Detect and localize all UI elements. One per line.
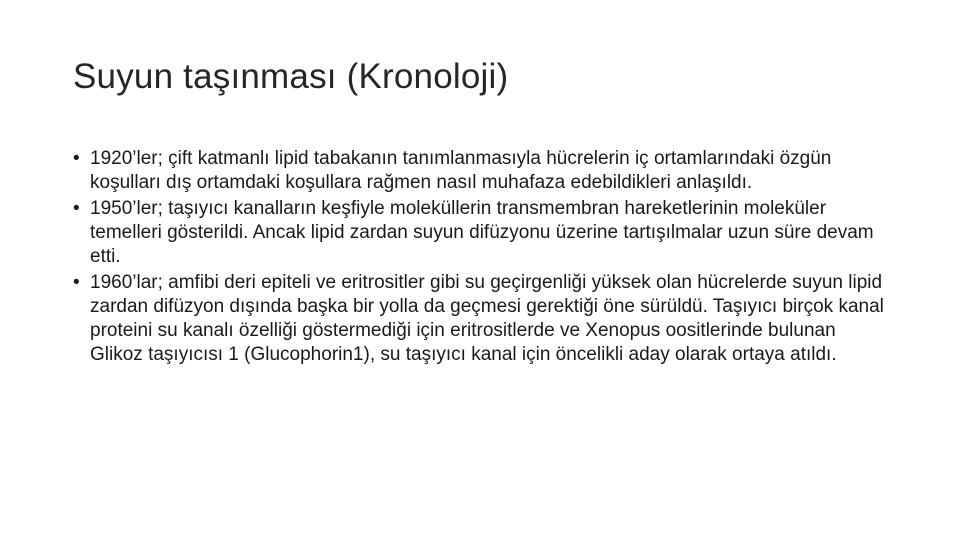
bullet-dot-icon: • — [73, 272, 80, 293]
bullet-item-1960s — [73, 271, 888, 367]
bullet-item-1920s — [73, 147, 888, 195]
bullet-text: 1960’lar; amfibi deri epiteli ve eritrositler gibi su geçirgenliği yüksek olan hücrelerde suyun lipid zardan difüzyon dışında başka bir yolla da geçmesi gerektiği öne sürüldü. Taşıyıcı birçok kanal proteini su kanalı özelliği göstermediği için eritrositlerde ve Xenopus oositlerinde bulunan Glikoz taşıyıcısı 1 (Glucophorin1), su taşıyıcı kanal için öncelikli aday olarak ortaya atıldı. — [90, 272, 884, 365]
bullet-item-1950s — [73, 197, 888, 269]
bullet-text: 1920’ler; çift katmanlı lipid tabakanın tanımlanmasıyla hücrelerin iç ortamlarındaki özgün koşulları dış ortamdaki koşullara rağmen nasıl muhafaza edebildikleri anlaşıldı. — [90, 148, 832, 193]
bullet-list — [73, 147, 888, 369]
slide-title: Suyun taşınması (Kronoloji) — [73, 57, 509, 96]
bullet-dot-icon: • — [73, 148, 80, 169]
bullet-text: 1950’ler; taşıyıcı kanalların keşfiyle moleküllerin transmembran hareketlerinin moleküler temelleri gösterildi. Ancak lipid zardan suyun difüzyonu üzerine tartışılmalar uzun süre devam etti. — [90, 198, 874, 267]
bullet-dot-icon: • — [73, 198, 80, 219]
